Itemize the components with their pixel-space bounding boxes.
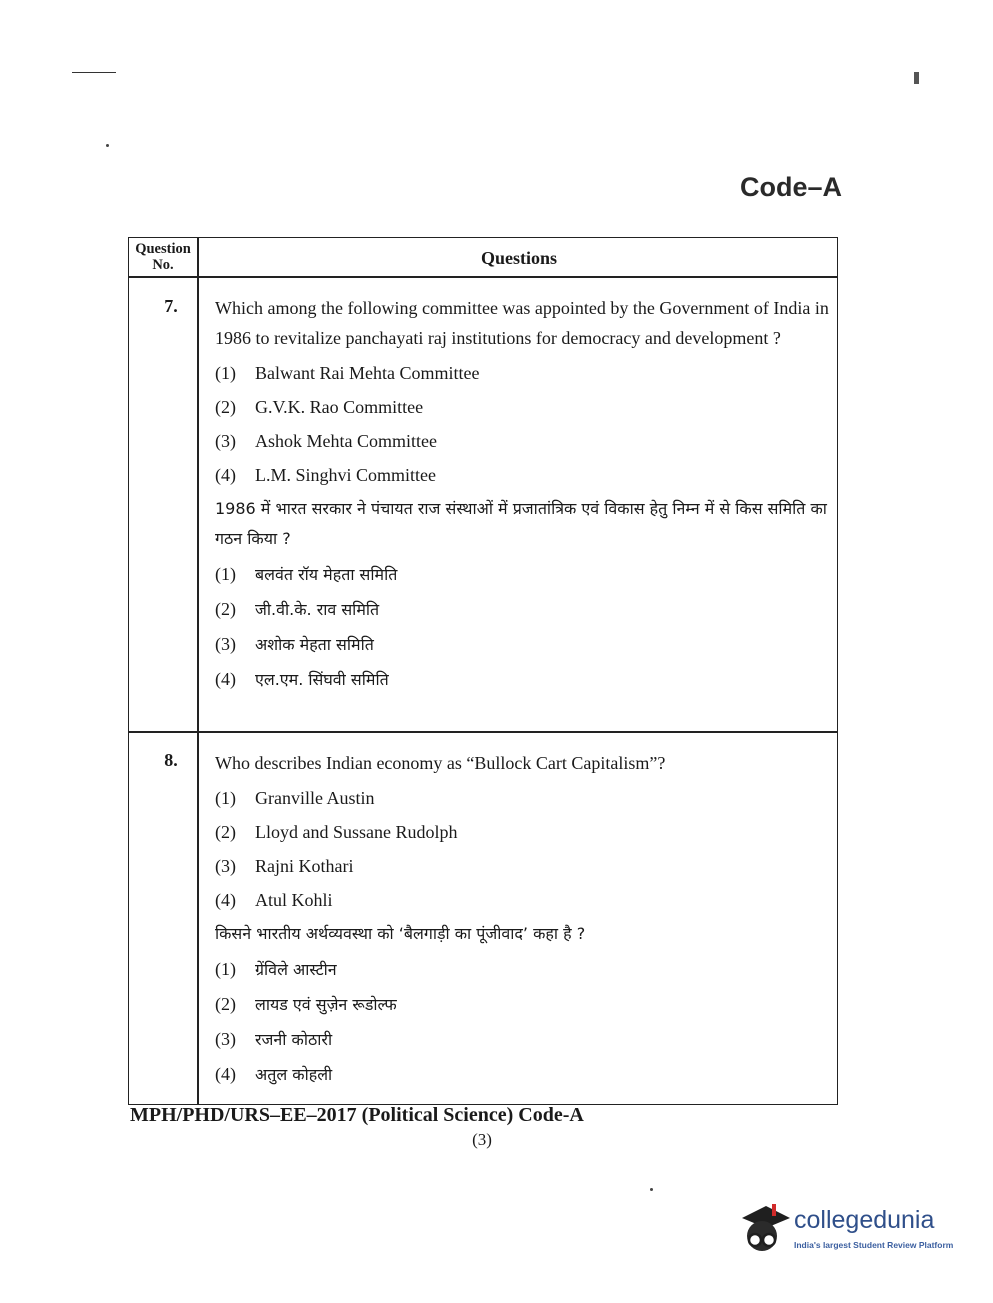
option-text: अशोक मेहता समिति — [255, 635, 374, 654]
option-number: (2) — [215, 599, 236, 619]
option-number: (2) — [215, 994, 236, 1014]
question-number: 8. — [164, 750, 178, 770]
header-divider — [129, 276, 837, 278]
question-text-hindi: 1986 में भारत सरकार ने पंचायत राज संस्थाओं में प्रजातांत्रिक एवं विकास हेतु निम्न में से किस समिति का गठन किया ? — [215, 499, 827, 548]
option-english — [215, 883, 837, 917]
student-mascot-icon — [736, 1196, 792, 1260]
question-text-english: Who describes Indian economy as “Bullock Cart Capitalism”? — [215, 753, 666, 773]
option-text: जी.वी.के. राव समिति — [255, 600, 380, 619]
option-number: (2) — [215, 397, 236, 417]
option-number: (1) — [215, 564, 236, 584]
corner-mark — [914, 72, 919, 84]
header-questions: Questions — [480, 248, 558, 268]
option-number: (4) — [215, 1064, 236, 1084]
page-number: (3) — [472, 1130, 492, 1149]
option-text: Lloyd and Sussane Rudolph — [255, 822, 458, 842]
option-number: (2) — [215, 822, 236, 842]
option-text: ग्रेंविले आस्टीन — [255, 960, 337, 979]
option-number: (4) — [215, 465, 236, 485]
option-english — [215, 781, 837, 815]
option-english — [215, 424, 837, 458]
option-number: (4) — [215, 890, 236, 910]
option-text: एल.एम. सिंघवी समिति — [255, 670, 389, 689]
option-hindi — [215, 557, 837, 592]
option-number: (4) — [215, 669, 236, 689]
row-divider — [129, 731, 837, 733]
code-heading: Code–A — [739, 172, 842, 202]
column-divider — [197, 238, 199, 1104]
question-text-english: Which among the following committee was appointed by the Government of India in 1986 to revitalize panchayati raj institutions for democracy and development ? — [215, 298, 829, 348]
option-number: (3) — [215, 856, 236, 876]
header-question-no: Question No. — [135, 241, 191, 273]
option-english — [215, 390, 837, 424]
option-english — [215, 815, 837, 849]
option-text: Atul Kohli — [255, 890, 333, 910]
option-text: Balwant Rai Mehta Committee — [255, 363, 480, 383]
option-number: (3) — [215, 431, 236, 451]
questions-table — [128, 237, 838, 1105]
option-text: रजनी कोठारी — [255, 1030, 333, 1049]
question-number: 7. — [164, 296, 178, 316]
question-text-hindi: किसने भारतीय अर्थव्यवस्था को ‘बैलगाड़ी का पूंजीवाद’ कहा है ? — [215, 924, 586, 943]
option-number: (3) — [215, 634, 236, 654]
option-hindi — [215, 1022, 837, 1057]
option-english — [215, 356, 837, 390]
option-text: Ashok Mehta Committee — [255, 431, 437, 451]
brand-name: collegedunia — [794, 1206, 935, 1234]
scan-dot — [650, 1188, 653, 1191]
option-hindi — [215, 627, 837, 662]
option-number: (3) — [215, 1029, 236, 1049]
option-text: L.M. Singhvi Committee — [255, 465, 437, 485]
option-number: (1) — [215, 363, 236, 383]
option-text: Rajni Kothari — [255, 856, 354, 876]
top-rule — [72, 72, 116, 73]
exam-footer: MPH/PHD/URS–EE–2017 (Political Science) Code-A — [130, 1104, 584, 1126]
option-hindi — [215, 592, 837, 627]
question-body — [215, 748, 837, 1092]
option-text: Granville Austin — [255, 788, 375, 808]
scan-dot — [106, 144, 109, 147]
option-hindi — [215, 662, 837, 697]
option-english — [215, 458, 837, 492]
option-text: लायड एवं सुज़ेन रूडोल्फ — [255, 995, 397, 1014]
option-text: बलवंत रॉय मेहता समिति — [255, 565, 398, 584]
option-hindi — [215, 1057, 837, 1092]
option-text: अतुल कोहली — [255, 1065, 333, 1084]
option-number: (1) — [215, 959, 236, 979]
option-number: (1) — [215, 788, 236, 808]
option-english — [215, 849, 837, 883]
option-hindi — [215, 987, 837, 1022]
option-hindi — [215, 952, 837, 987]
collegedunia-logo — [736, 1196, 960, 1260]
brand-tagline: India's largest Student Review Platform — [794, 1240, 954, 1250]
option-text: G.V.K. Rao Committee — [255, 397, 424, 417]
question-body — [215, 293, 837, 697]
